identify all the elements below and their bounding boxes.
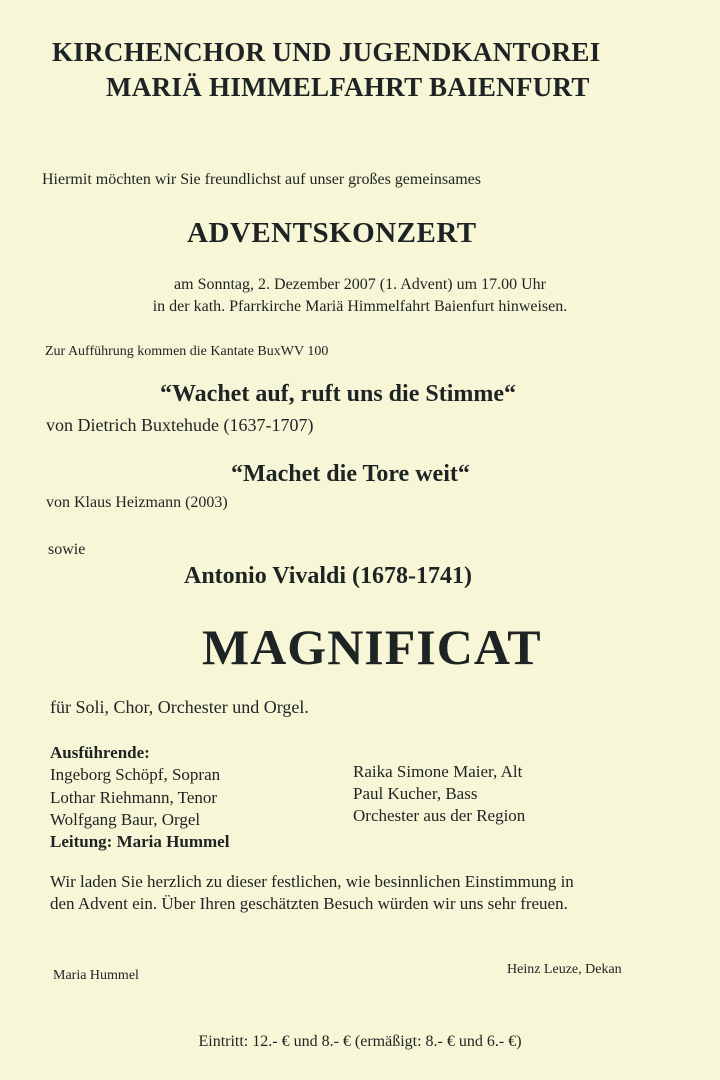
work-title-1: “Wachet auf, ruft uns die Stimme“ <box>160 381 516 407</box>
invitation-line-1: Wir laden Sie herzlich zu dieser festlichen, wie besinnlichen Einstimmung in <box>50 872 574 891</box>
signature-left: Maria Hummel <box>53 968 139 983</box>
signature-right: Heinz Leuze, Dekan <box>507 962 622 977</box>
invitation-line-2: den Advent ein. Über Ihren geschätzten Besuch würden wir uns sehr freuen. <box>50 894 568 913</box>
program-intro: Zur Aufführung kommen die Kantate BuxWV 100 <box>45 344 329 359</box>
header-line-1: KIRCHENCHOR UND JUGENDKANTOREI <box>52 37 601 67</box>
admission-line: Eintritt: 12.- € und 8.- € (ermäßigt: 8.- € und 6.- €) <box>198 1033 522 1050</box>
work-composer-2: von Klaus Heizmann (2003) <box>46 494 228 511</box>
header-line-2: MARIÄ HIMMELFAHRT BAIENFURT <box>106 72 590 102</box>
main-work-title: MAGNIFICAT <box>202 619 542 675</box>
work-composer-1: von Dietrich Buxtehude (1637-1707) <box>46 415 314 435</box>
performer-left-3: Wolfgang Baur, Orgel <box>50 810 201 829</box>
composer-main: Antonio Vivaldi (1678-1741) <box>184 563 473 589</box>
date-line: am Sonntag, 2. Dezember 2007 (1. Advent) um 17.00 Uhr <box>174 276 546 293</box>
leitung-text: Leitung: Maria Hummel <box>50 832 230 851</box>
event-title: ADVENTSKONZERT <box>187 217 477 249</box>
performer-right-2: Paul Kucher, Bass <box>353 784 478 803</box>
place-line: in der kath. Pfarrkirche Mariä Himmelfahrt Baienfurt hinweisen. <box>152 298 568 315</box>
sowie-text: sowie <box>48 541 86 558</box>
performer-left-2: Lothar Riehmann, Tenor <box>50 788 218 807</box>
intro-text: Hiermit möchten wir Sie freundlichst auf unser großes gemeinsames <box>42 171 481 188</box>
scoring-text: für Soli, Chor, Orchester und Orgel. <box>50 697 309 717</box>
performer-right-3: Orchester aus der Region <box>353 806 526 825</box>
work-title-2: “Machet die Tore weit“ <box>231 461 470 487</box>
performer-left-1: Ingeborg Schöpf, Sopran <box>50 765 221 784</box>
performers-heading: Ausführende: <box>50 743 150 762</box>
performer-right-1: Raika Simone Maier, Alt <box>353 762 523 781</box>
